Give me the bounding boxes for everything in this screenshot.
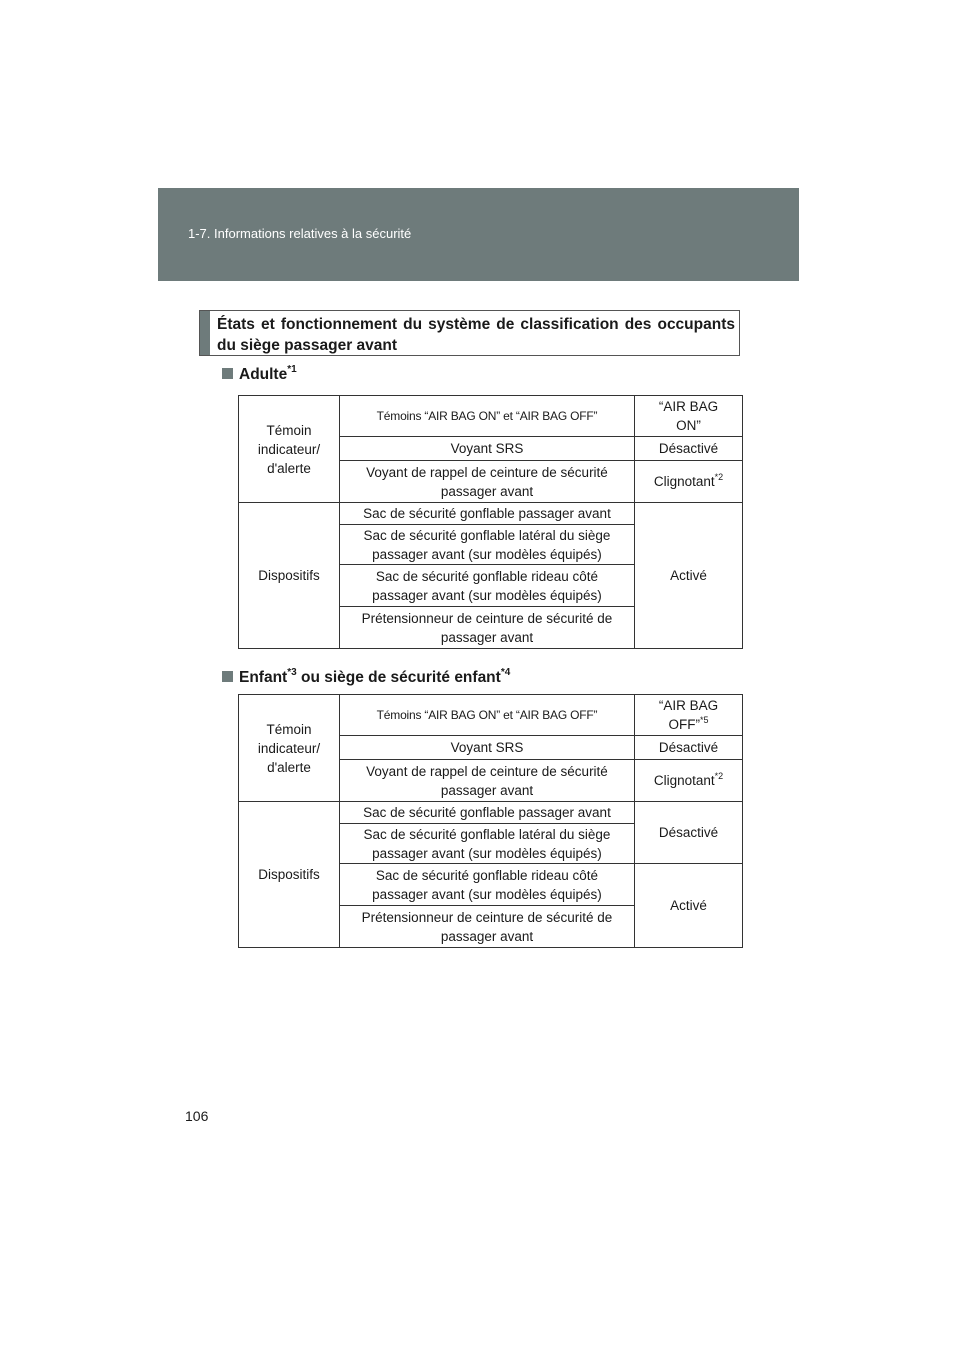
belt-value-cell — [635, 461, 743, 503]
lamps-label-cell: Témoins “AIR BAG ON” et “AIR BAG OFF” — [340, 695, 635, 736]
lamps-value: “AIR BAG OFF” — [658, 698, 719, 732]
section-accent-bar — [200, 311, 210, 355]
lamps-label-cell: Témoins “AIR BAG ON” et “AIR BAG OFF” — [340, 396, 635, 437]
chapter-header-bar — [158, 188, 799, 281]
srs-label-cell: Voyant SRS — [340, 437, 635, 461]
device-cell: Sac de sécurité gonflable latéral du siège passager avant (sur modèles équipés) — [340, 525, 635, 565]
chapter-title: 1-7. Informations relatives à la sécurité — [188, 226, 412, 241]
lamps-footnote-ref: *5 — [699, 715, 709, 725]
adult-footnote-ref: *1 — [287, 364, 297, 375]
device-cell: Prétensionneur de ceinture de sécurité de passager avant — [340, 906, 635, 948]
adult-subheading — [222, 366, 297, 384]
table-row — [239, 503, 743, 525]
device-cell: Sac de sécurité gonflable latéral du siège passager avant (sur modèles équipés) — [340, 824, 635, 864]
table-row — [239, 802, 743, 824]
square-bullet-icon — [222, 671, 233, 682]
belt-value-cell — [635, 760, 743, 802]
devices-label-cell: Dispositifs — [239, 802, 340, 948]
lamps-value-cell: “AIR BAG ON” — [635, 396, 743, 437]
belt-label-cell: Voyant de rappel de ceinture de sécurité passager avant — [340, 461, 635, 503]
child-seat-footnote-ref: *4 — [500, 667, 511, 678]
device-cell: Sac de sécurité gonflable passager avant — [340, 503, 635, 525]
devices-value-cell-disabled: Désactivé — [635, 802, 743, 864]
adult-status-table — [238, 395, 743, 649]
belt-value: Clignotant — [653, 474, 715, 489]
belt-footnote-ref: *2 — [714, 472, 724, 482]
table-row — [239, 695, 743, 736]
child-footnote-ref: *3 — [287, 667, 297, 678]
belt-label-cell: Voyant de rappel de ceinture de sécurité passager avant — [340, 760, 635, 802]
child-label: Enfant — [239, 669, 288, 686]
device-cell: Sac de sécurité gonflable rideau côté passager avant (sur modèles équipés) — [340, 565, 635, 607]
table-row — [239, 396, 743, 437]
device-cell: Prétensionneur de ceinture de sécurité de passager avant — [340, 607, 635, 649]
indicator-label-cell: Témoin indicateur/ d'alerte — [239, 396, 340, 503]
srs-value-cell: Désactivé — [635, 437, 743, 461]
square-bullet-icon — [222, 368, 233, 379]
devices-value-cell: Activé — [635, 503, 743, 649]
section-heading-box — [199, 310, 740, 356]
child-subheading — [222, 669, 510, 687]
srs-label-cell: Voyant SRS — [340, 736, 635, 760]
devices-label-cell: Dispositifs — [239, 503, 340, 649]
adult-label: Adulte — [239, 366, 288, 383]
lamps-value-cell — [635, 695, 743, 736]
belt-footnote-ref: *2 — [714, 771, 724, 781]
section-title: États et fonctionnement du système de classification des occupants du siège passager avant — [217, 316, 735, 354]
srs-value-cell: Désactivé — [635, 736, 743, 760]
child-seat-label: ou siège de sécurité enfant — [296, 669, 501, 686]
page-number: 106 — [185, 1108, 209, 1124]
device-cell: Sac de sécurité gonflable passager avant — [340, 802, 635, 824]
devices-value-cell-enabled: Activé — [635, 864, 743, 948]
device-cell: Sac de sécurité gonflable rideau côté passager avant (sur modèles équipés) — [340, 864, 635, 906]
indicator-label-cell: Témoin indicateur/ d'alerte — [239, 695, 340, 802]
belt-value: Clignotant — [653, 773, 715, 788]
child-status-table — [238, 694, 743, 948]
